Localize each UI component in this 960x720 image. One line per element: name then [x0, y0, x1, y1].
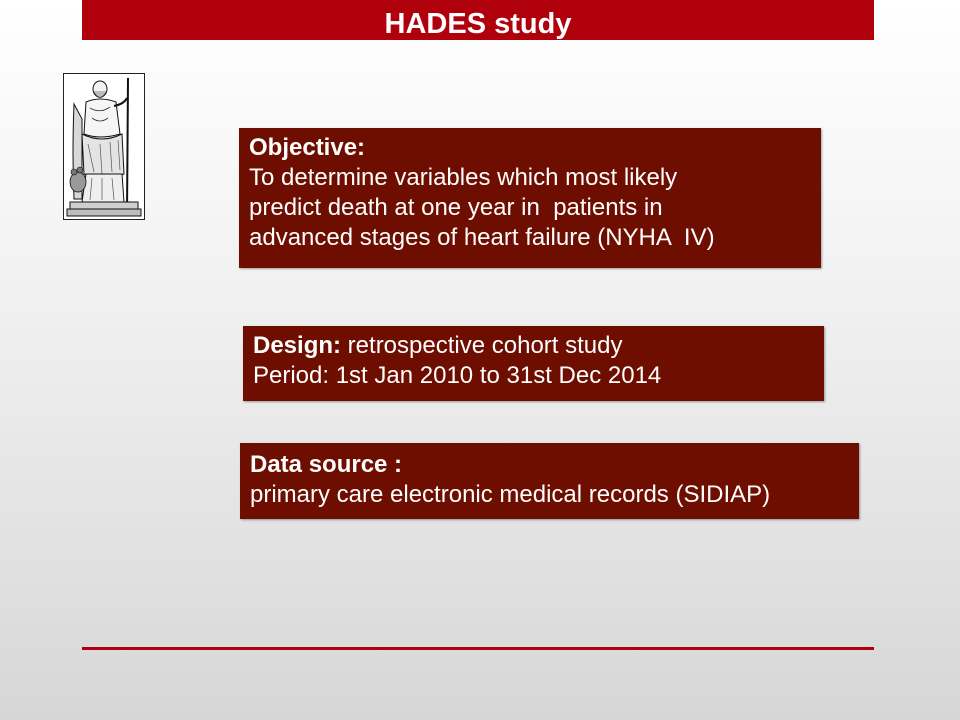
objective-box	[239, 128, 821, 268]
objective-heading: Objective:	[249, 134, 366, 161]
data-source-text: primary care electronic medical records (SIDIAP)	[250, 481, 771, 508]
slide-title: HADES study	[82, 0, 874, 40]
objective-line-1: To determine variables which most likely	[249, 164, 678, 191]
objective-line-3: advanced stages of heart failure (NYHA IV)	[249, 224, 715, 251]
design-period: Period: 1st Jan 2010 to 31st Dec 2014	[253, 362, 662, 389]
design-text: retrospective cohort study	[341, 332, 623, 359]
hades-statue-illustration	[63, 73, 145, 220]
objective-line-2: predict death at one year in patients in	[249, 194, 663, 221]
data-source-box	[240, 443, 859, 519]
bottom-divider	[82, 647, 874, 650]
data-source-heading: Data source :	[250, 451, 403, 478]
design-heading: Design:	[253, 332, 342, 359]
design-box	[243, 326, 824, 401]
